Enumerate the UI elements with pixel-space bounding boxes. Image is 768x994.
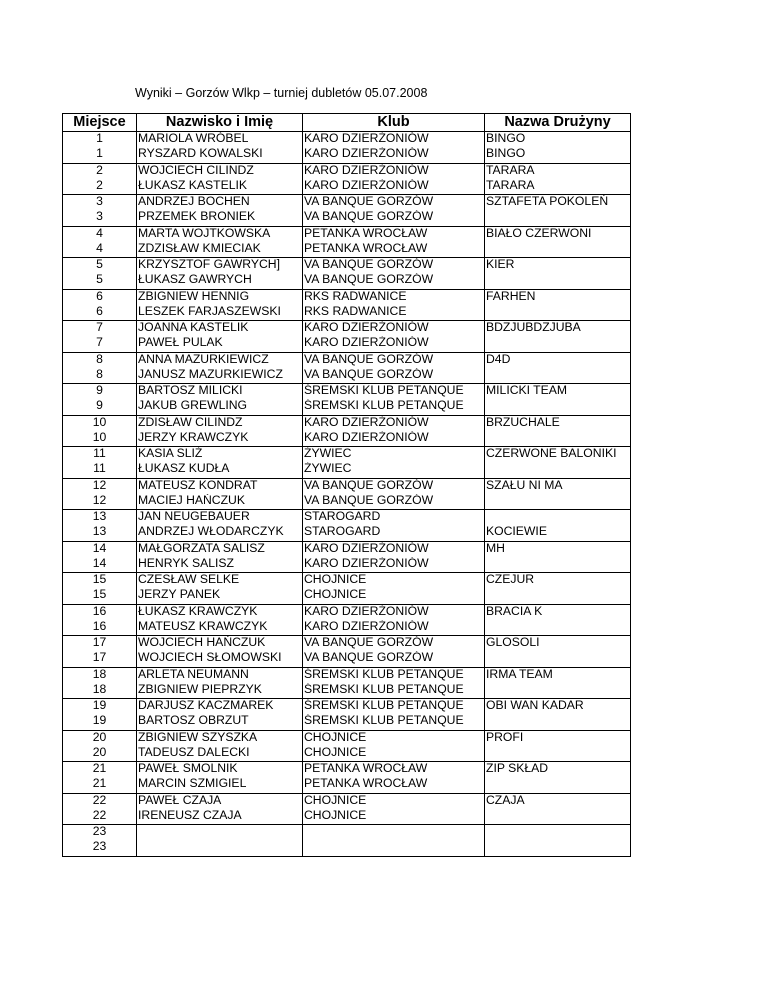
- table-row: [63, 620, 631, 636]
- cell-name: PRZEMEK BRONIEK: [137, 210, 303, 226]
- cell-name: TADEUSZ DALECKI: [137, 746, 303, 762]
- table-row: [63, 447, 631, 463]
- results-table: [62, 113, 631, 857]
- cell-name: MARTA WOJTKOWSKA: [137, 226, 303, 242]
- cell-club: VA BANQUE GORZÓW: [303, 494, 485, 510]
- cell-place: 13: [63, 510, 137, 526]
- cell-club: ŚREMSKI KLUB PETANQUE: [303, 384, 485, 400]
- cell-place: 18: [63, 667, 137, 683]
- cell-team: [485, 368, 631, 384]
- cell-club: ŚREMSKI KLUB PETANQUE: [303, 683, 485, 699]
- cell-name: BARTOSZ OBRZUT: [137, 714, 303, 730]
- cell-place: 7: [63, 321, 137, 337]
- cell-place: 19: [63, 699, 137, 715]
- table-row: [63, 573, 631, 589]
- cell-club: VA BANQUE GORZÓW: [303, 478, 485, 494]
- cell-name: PAWEŁ SMOLNIK: [137, 762, 303, 778]
- cell-name: ZBIGNIEW HENNIG: [137, 289, 303, 305]
- cell-place: 1: [63, 132, 137, 148]
- cell-club: VA BANQUE GORZÓW: [303, 636, 485, 652]
- cell-place: 22: [63, 793, 137, 809]
- cell-place: 18: [63, 683, 137, 699]
- cell-place: 9: [63, 384, 137, 400]
- cell-club: [303, 825, 485, 841]
- cell-club: KARO DZIERŻONIÓW: [303, 163, 485, 179]
- table-row: [63, 399, 631, 415]
- cell-team: FARHEN: [485, 289, 631, 305]
- cell-name: MARIOLA WRÓBEL: [137, 132, 303, 148]
- cell-name: HENRYK SALISZ: [137, 557, 303, 573]
- cell-name: KRZYSZTOF GAWRYCH]: [137, 258, 303, 274]
- cell-team: IRMA TEAM: [485, 667, 631, 683]
- cell-place: 15: [63, 573, 137, 589]
- cell-name: JOANNA KASTELIK: [137, 321, 303, 337]
- cell-club: PETANKA WROCŁAW: [303, 226, 485, 242]
- cell-team: [485, 809, 631, 825]
- cell-place: 14: [63, 541, 137, 557]
- cell-club: PETANKA WROCŁAW: [303, 762, 485, 778]
- cell-place: 5: [63, 273, 137, 289]
- cell-club: VA BANQUE GORZÓW: [303, 195, 485, 211]
- cell-club: KARO DZIERŻONIÓW: [303, 321, 485, 337]
- table-row: [63, 667, 631, 683]
- cell-club: KARO DZIERŻONIÓW: [303, 620, 485, 636]
- header-row: [63, 114, 631, 132]
- cell-team: OBI WAN KADAR: [485, 699, 631, 715]
- cell-name: MATEUSZ KRAWCZYK: [137, 620, 303, 636]
- cell-place: 19: [63, 714, 137, 730]
- cell-club: KARO DZIERŻONIÓW: [303, 132, 485, 148]
- cell-name: ZDZISŁAW KMIECIAK: [137, 242, 303, 258]
- cell-club: KARO DZIERŻONIÓW: [303, 557, 485, 573]
- cell-team: [485, 431, 631, 447]
- cell-team: [485, 840, 631, 856]
- cell-team: [485, 462, 631, 478]
- cell-place: 21: [63, 777, 137, 793]
- cell-place: 10: [63, 415, 137, 431]
- table-row: [63, 195, 631, 211]
- cell-place: 3: [63, 210, 137, 226]
- cell-club: ŚREMSKI KLUB PETANQUE: [303, 714, 485, 730]
- cell-name: KASIA SLIŻ: [137, 447, 303, 463]
- cell-club: KARO DZIERŻONIÓW: [303, 336, 485, 352]
- cell-team: [485, 557, 631, 573]
- cell-club: VA BANQUE GORZÓW: [303, 273, 485, 289]
- cell-place: 16: [63, 604, 137, 620]
- cell-place: 12: [63, 478, 137, 494]
- cell-place: 23: [63, 825, 137, 841]
- header-team: Nazwa Drużyny: [485, 114, 631, 132]
- cell-place: 6: [63, 289, 137, 305]
- table-row: [63, 746, 631, 762]
- cell-place: 4: [63, 242, 137, 258]
- cell-place: 2: [63, 163, 137, 179]
- cell-club: VA BANQUE GORZÓW: [303, 210, 485, 226]
- cell-club: VA BANQUE GORZÓW: [303, 368, 485, 384]
- table-row: [63, 762, 631, 778]
- table-row: [63, 840, 631, 856]
- cell-name: [137, 825, 303, 841]
- cell-place: 15: [63, 588, 137, 604]
- table-row: [63, 541, 631, 557]
- results-body: [63, 132, 631, 857]
- cell-club: ŚREMSKI KLUB PETANQUE: [303, 667, 485, 683]
- cell-team: [485, 683, 631, 699]
- cell-place: 20: [63, 746, 137, 762]
- cell-name: ANDRZEJ BOCHEN: [137, 195, 303, 211]
- cell-name: MACIEJ HAŃCZUK: [137, 494, 303, 510]
- table-row: [63, 352, 631, 368]
- cell-name: JAN NEUGEBAUER: [137, 510, 303, 526]
- cell-place: 13: [63, 525, 137, 541]
- table-row: [63, 714, 631, 730]
- cell-team: BDZJUBDZJUBA: [485, 321, 631, 337]
- cell-club: CHOJNICE: [303, 793, 485, 809]
- cell-name: ZBIGNIEW PIEPRZYK: [137, 683, 303, 699]
- cell-place: 16: [63, 620, 137, 636]
- cell-place: 21: [63, 762, 137, 778]
- cell-team: BRZUCHALE: [485, 415, 631, 431]
- cell-club: ŻYWIEC: [303, 462, 485, 478]
- table-row: [63, 699, 631, 715]
- table-row: [63, 163, 631, 179]
- cell-name: IRENEUSZ CZAJA: [137, 809, 303, 825]
- cell-team: KIER: [485, 258, 631, 274]
- cell-place: 17: [63, 651, 137, 667]
- cell-club: STAROGARD: [303, 525, 485, 541]
- table-row: [63, 588, 631, 604]
- cell-team: SZTAFETA POKOLEŃ: [485, 195, 631, 211]
- table-row: [63, 809, 631, 825]
- cell-team: CZAJA: [485, 793, 631, 809]
- cell-name: MATEUSZ KONDRAT: [137, 478, 303, 494]
- cell-club: KARO DZIERŻONIÓW: [303, 147, 485, 163]
- cell-name: ARLETA NEUMANN: [137, 667, 303, 683]
- cell-place: 17: [63, 636, 137, 652]
- cell-name: MAŁGORZATA SALISZ: [137, 541, 303, 557]
- cell-place: 3: [63, 195, 137, 211]
- table-row: [63, 462, 631, 478]
- cell-team: TARARA: [485, 163, 631, 179]
- document-title: Wyniki – Gorzów Wlkp – turniej dubletów 05.07.2008: [135, 86, 428, 100]
- cell-place: 9: [63, 399, 137, 415]
- table-row: [63, 132, 631, 148]
- cell-team: [485, 746, 631, 762]
- cell-place: 7: [63, 336, 137, 352]
- table-row: [63, 730, 631, 746]
- cell-name: ZBIGNIEW SZYSZKA: [137, 730, 303, 746]
- cell-name: JANUSZ MAZURKIEWICZ: [137, 368, 303, 384]
- cell-name: ANDRZEJ WŁODARCZYK: [137, 525, 303, 541]
- cell-place: 12: [63, 494, 137, 510]
- cell-team: [485, 336, 631, 352]
- cell-team: [485, 305, 631, 321]
- cell-team: [485, 588, 631, 604]
- table-row: [63, 242, 631, 258]
- cell-name: ŁUKASZ KUDŁA: [137, 462, 303, 478]
- cell-name: PAWEŁ PULAK: [137, 336, 303, 352]
- table-row: [63, 258, 631, 274]
- cell-club: KARO DZIERŻONIÓW: [303, 604, 485, 620]
- cell-club: [303, 840, 485, 856]
- cell-team: [485, 651, 631, 667]
- cell-team: [485, 242, 631, 258]
- cell-team: BINGO: [485, 147, 631, 163]
- cell-team: D4D: [485, 352, 631, 368]
- table-row: [63, 651, 631, 667]
- cell-name: MARCIN SZMIGIEL: [137, 777, 303, 793]
- cell-name: JERZY KRAWCZYK: [137, 431, 303, 447]
- cell-club: RKS RADWANICE: [303, 305, 485, 321]
- cell-name: BARTOSZ MILICKI: [137, 384, 303, 400]
- cell-club: ŚREMSKI KLUB PETANQUE: [303, 399, 485, 415]
- cell-club: KARO DZIERŻONIÓW: [303, 541, 485, 557]
- cell-name: ZDISŁAW CILINDZ: [137, 415, 303, 431]
- cell-place: 10: [63, 431, 137, 447]
- cell-name: ŁUKASZ KRAWCZYK: [137, 604, 303, 620]
- cell-team: [485, 399, 631, 415]
- table-row: [63, 478, 631, 494]
- cell-place: 5: [63, 258, 137, 274]
- cell-name: RYSZARD KOWALSKI: [137, 147, 303, 163]
- table-row: [63, 273, 631, 289]
- table-row: [63, 777, 631, 793]
- cell-club: PETANKA WROCŁAW: [303, 242, 485, 258]
- cell-place: 22: [63, 809, 137, 825]
- cell-place: 2: [63, 179, 137, 195]
- cell-name: DARJUSZ KACZMAREK: [137, 699, 303, 715]
- table-row: [63, 336, 631, 352]
- cell-name: JAKUB GREWLING: [137, 399, 303, 415]
- cell-club: KARO DZIERŻONIÓW: [303, 179, 485, 195]
- cell-name: WOJCIECH CILINDZ: [137, 163, 303, 179]
- table-row: [63, 147, 631, 163]
- cell-team: [485, 777, 631, 793]
- cell-name: [137, 840, 303, 856]
- cell-place: 8: [63, 352, 137, 368]
- cell-name: JERZY PANEK: [137, 588, 303, 604]
- cell-place: 6: [63, 305, 137, 321]
- cell-team: BRACIA K: [485, 604, 631, 620]
- table-row: [63, 793, 631, 809]
- table-row: [63, 636, 631, 652]
- cell-club: VA BANQUE GORZÓW: [303, 651, 485, 667]
- header-club: Klub: [303, 114, 485, 132]
- cell-team: BIAŁO CZERWONI: [485, 226, 631, 242]
- table-row: [63, 289, 631, 305]
- cell-team: PROFI: [485, 730, 631, 746]
- cell-name: WOJCIECH SŁOMOWSKI: [137, 651, 303, 667]
- cell-name: PAWEŁ CZAJA: [137, 793, 303, 809]
- table-row: [63, 415, 631, 431]
- cell-team: GLOSOLI: [485, 636, 631, 652]
- table-row: [63, 494, 631, 510]
- cell-club: ŚREMSKI KLUB PETANQUE: [303, 699, 485, 715]
- cell-club: KARO DZIERŻONIÓW: [303, 415, 485, 431]
- cell-club: ŻYWIEC: [303, 447, 485, 463]
- cell-club: PETANKA WROCŁAW: [303, 777, 485, 793]
- cell-team: [485, 273, 631, 289]
- cell-team: [485, 510, 631, 526]
- cell-name: ANNA MAZURKIEWICZ: [137, 352, 303, 368]
- table-row: [63, 321, 631, 337]
- cell-club: CHOJNICE: [303, 730, 485, 746]
- cell-team: MILICKI TEAM: [485, 384, 631, 400]
- cell-team: [485, 620, 631, 636]
- cell-place: 14: [63, 557, 137, 573]
- cell-team: ZIP SKŁAD: [485, 762, 631, 778]
- cell-place: 23: [63, 840, 137, 856]
- table-row: [63, 683, 631, 699]
- table-row: [63, 431, 631, 447]
- cell-name: CZESŁAW SELKE: [137, 573, 303, 589]
- cell-name: LESZEK FARJASZEWSKI: [137, 305, 303, 321]
- table-row: [63, 525, 631, 541]
- cell-place: 1: [63, 147, 137, 163]
- cell-place: 20: [63, 730, 137, 746]
- cell-club: CHOJNICE: [303, 809, 485, 825]
- cell-team: BINGO: [485, 132, 631, 148]
- cell-club: VA BANQUE GORZÓW: [303, 258, 485, 274]
- cell-team: MH: [485, 541, 631, 557]
- header-name: Nazwisko i Imię: [137, 114, 303, 132]
- table-row: [63, 226, 631, 242]
- cell-place: 8: [63, 368, 137, 384]
- cell-club: STAROGARD: [303, 510, 485, 526]
- cell-team: KOCIEWIE: [485, 525, 631, 541]
- cell-club: VA BANQUE GORZÓW: [303, 352, 485, 368]
- cell-team: SZAŁU NI MA: [485, 478, 631, 494]
- cell-club: CHOJNICE: [303, 588, 485, 604]
- table-row: [63, 305, 631, 321]
- cell-team: TARARA: [485, 179, 631, 195]
- cell-team: CZEJUR: [485, 573, 631, 589]
- table-row: [63, 368, 631, 384]
- cell-club: RKS RADWANICE: [303, 289, 485, 305]
- cell-club: CHOJNICE: [303, 573, 485, 589]
- table-row: [63, 825, 631, 841]
- header-place: Miejsce: [63, 114, 137, 132]
- cell-place: 4: [63, 226, 137, 242]
- cell-team: CZERWONE BALONIKI: [485, 447, 631, 463]
- table-row: [63, 510, 631, 526]
- table-row: [63, 384, 631, 400]
- cell-name: ŁUKASZ KASTELIK: [137, 179, 303, 195]
- cell-team: [485, 210, 631, 226]
- cell-place: 11: [63, 447, 137, 463]
- cell-team: [485, 714, 631, 730]
- cell-team: [485, 494, 631, 510]
- table-row: [63, 210, 631, 226]
- cell-club: KARO DZIERŻONIÓW: [303, 431, 485, 447]
- table-row: [63, 179, 631, 195]
- cell-club: CHOJNICE: [303, 746, 485, 762]
- table-row: [63, 604, 631, 620]
- cell-name: WOJCIECH HAŃCZUK: [137, 636, 303, 652]
- cell-place: 11: [63, 462, 137, 478]
- cell-team: [485, 825, 631, 841]
- table-row: [63, 557, 631, 573]
- cell-name: ŁUKASZ GAWRYCH: [137, 273, 303, 289]
